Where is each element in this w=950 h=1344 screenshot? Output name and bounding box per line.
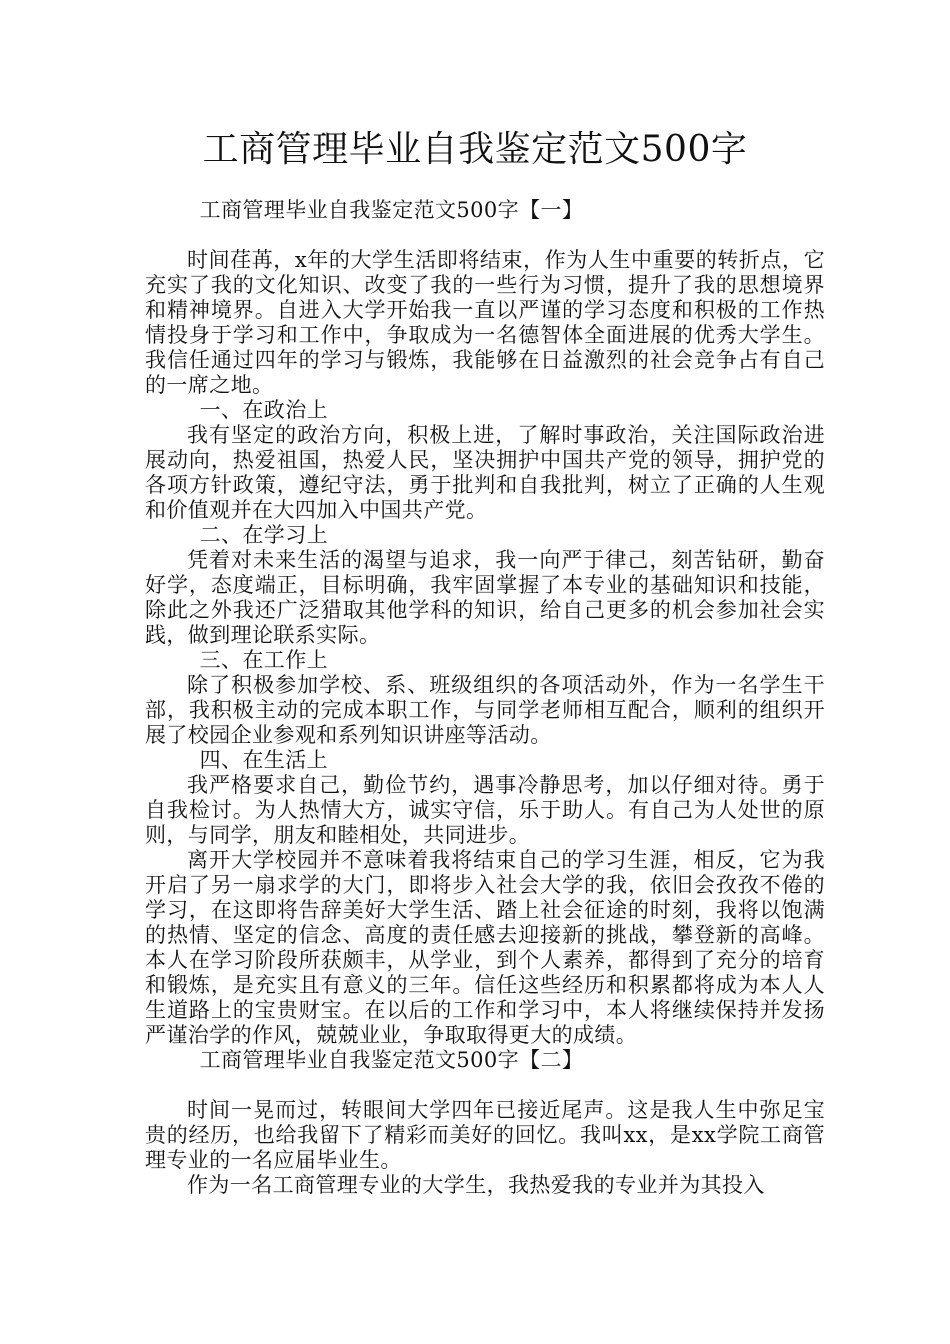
conclusion-paragraph: 离开大学校园并不意味着我将结束自己的学习生涯，相反，它为我开启了另一扇求学的大门，即将步入社会大学的我，依旧会孜孜不倦的学习，在这即将告辞美好大学生活、踏上社会征途的时刻，我将以饱满的热情、坚定的信念、高度的责任感去迎接新的挑战，攀登新的高峰。本人在学习阶段所获颇丰，从学业，到个人素养，都得到了充分的培育和锻炼，是充实且有意义的三年。信任这些经历和积累都将成为本人人生道路上的宝贵财宝。在以后的工作和学习中，本人将继续保持并发扬严谨治学的作风，兢兢业业，争取取得更大的成绩。 [145,848,825,1047]
intro-paragraph: 时间荏苒，x年的大学生活即将结束，作为人生中重要的转折点，它充实了我的文化知识、改变了我的一些行为习惯，提升了我的思想境界和精神境界。自进入大学开始我一直以严谨的学习态度和积极的工作热情投身于学习和工作中，争取成为一名德智体全面进展的优秀大学生。我信任通过四年的学习与锻炼，我能够在日益激烈的社会竞争占有自己的一席之地。 [145,248,825,397]
item-text-politics: 我有坚定的政治方向，积极上进，了解时事政治，关注国际政治进展动向，热爱祖国，热爱人民，坚决拥护中国共产党的领导，拥护党的各项方针政策，遵纪守法，勇于批判和自我批判，树立了正确的人生观和价值观并在大四加入中国共产党。 [145,423,825,522]
document-title: 工商管理毕业自我鉴定范文500字 [202,129,748,170]
section-heading-2: 工商管理毕业自我鉴定范文500字【二】 [199,1048,584,1072]
item-text-work: 除了积极参加学校、系、班级组织的各项活动外，作为一名学生干部，我积极主动的完成本职工作，与同学老师相互配合，顺利的组织开展了校园企业参观和系列知识讲座等活动。 [145,673,825,747]
spacer [145,223,825,248]
item-heading-work: 三、在工作上 [199,648,328,672]
item-heading-study: 二、在学习上 [199,523,328,547]
item-text-life: 我严格要求自己，勤俭节约，遇事冷静思考，加以仔细对待。勇于自我检讨。为人热情大方，诚实守信，乐于助人。有自己为人处世的原则，与同学，朋友和睦相处，共同进步。 [145,773,825,847]
document-body [145,198,825,1198]
spacer [145,1073,825,1098]
section-heading-1: 工商管理毕业自我鉴定范文500字【一】 [199,198,584,222]
section2-paragraph-1: 时间一晃而过，转眼间大学四年已接近尾声。这是我人生中弥足宝贵的经历，也给我留下了精彩而美好的回忆。我叫xx，是xx学院工商管理专业的一名应届毕业生。 [145,1098,825,1172]
item-heading-politics: 一、在政治上 [199,398,328,422]
section2-paragraph-2: 作为一名工商管理专业的大学生，我热爱我的专业并为其投入 [187,1173,765,1197]
item-heading-life: 四、在生活上 [199,748,328,772]
item-text-study: 凭着对未来生活的渴望与追求，我一向严于律己，刻苦钻研，勤奋好学，态度端正，目标明确，我牢固掌握了本专业的基础知识和技能，除此之外我还广泛猎取其他学科的知识，给自己更多的机会参加社会实践，做到理论联系实际。 [145,548,825,647]
